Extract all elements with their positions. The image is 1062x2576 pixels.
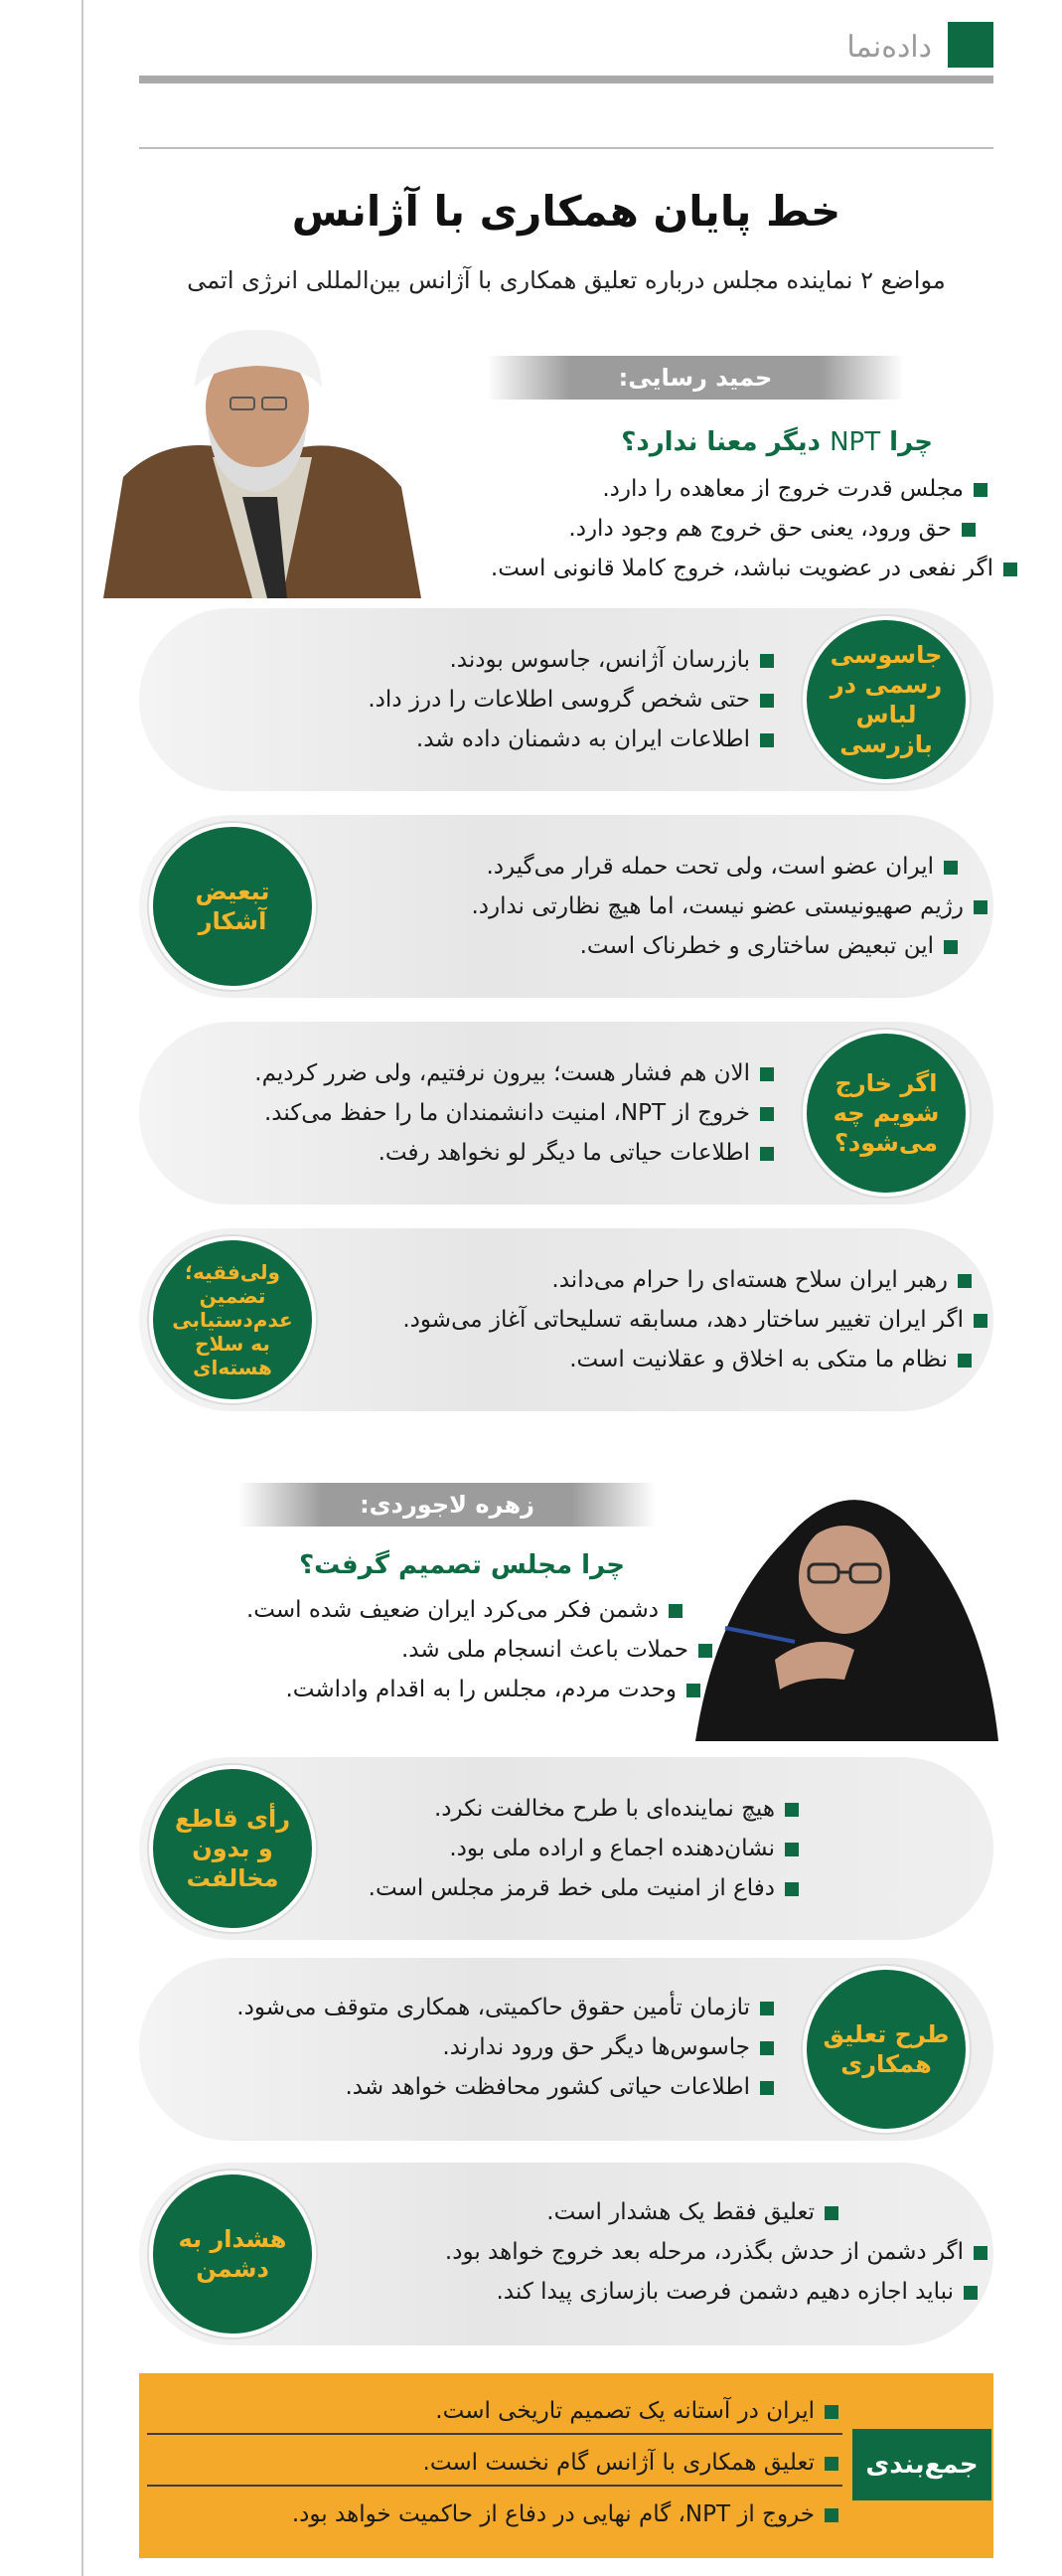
panel-suspension-plan-label: طرح تعلیق همکاری: [803, 1966, 970, 2133]
summary-item: [147, 2491, 842, 2538]
list-item: [491, 469, 987, 509]
panel-warning-bullets: [445, 2192, 987, 2312]
summary-text: خروج از NPT، گام نهایی در دفاع از حاکمیت خواهد بود.: [291, 2501, 815, 2527]
list-item: [246, 1630, 712, 1670]
panel-discrimination-label: تبعیض آشکار: [149, 823, 316, 990]
bullet-square-icon: [825, 2508, 838, 2522]
panel-warning-label: هشدار به دشمن: [149, 2171, 316, 2337]
left-margin-line: [81, 0, 83, 2576]
list-item: [471, 886, 987, 926]
bullet-square-icon: [1003, 563, 1017, 576]
speaker2-bullets: [245, 1590, 688, 1709]
speaker1-bullets: [490, 469, 993, 588]
panel-suspension-plan-bullets: [236, 1988, 774, 2107]
panel-exit-label: اگر خارج شویم چه می‌شود؟: [803, 1030, 970, 1197]
bullet-text: تعلیق فقط یک هشدار است.: [546, 2199, 815, 2225]
bullet-text: حق ورود، یعنی حق خروج هم وجود دارد.: [568, 516, 952, 542]
bullet-text: اطلاعات حیاتی ما دیگر لو نخواهد رفت.: [378, 1140, 750, 1166]
bullet-text: نباید اجازه دهیم دشمن فرصت بازسازی پیدا کند.: [496, 2279, 954, 2305]
panel-guardian-bullets: [402, 1260, 987, 1379]
bullet-square-icon: [964, 2286, 978, 2300]
list-item: [368, 680, 774, 720]
bullet-square-icon: [760, 2081, 774, 2095]
summary-text: تعلیق همکاری با آژانس گام نخست است.: [422, 2450, 815, 2476]
bullet-text: تازمان تأمین حقوق حاکمیتی، همکاری متوقف می‌شود.: [236, 1995, 750, 2020]
bullet-square-icon: [825, 2457, 838, 2471]
brand-name: داده‌نما: [846, 30, 932, 65]
bullet-square-icon: [974, 1314, 987, 1328]
bullet-text: الان هم فشار هست؛ بیرون نرفتیم، ولی ضرر کردیم.: [254, 1060, 750, 1086]
bullet-square-icon: [944, 861, 958, 875]
speaker2-question: چرا مجلس تصمیم گرفت؟: [299, 1550, 625, 1580]
list-item: [369, 1829, 799, 1868]
panel-discrimination-bullets: [471, 847, 987, 966]
bullet-square-icon: [958, 1354, 972, 1368]
bullet-square-icon: [974, 483, 987, 497]
bullet-square-icon: [760, 1067, 774, 1081]
bullet-text: اگر نفعی در عضویت نباشد، خروج کاملا قانونی است.: [490, 556, 993, 581]
bullet-square-icon: [686, 1684, 700, 1697]
bullet-square-icon: [669, 1604, 683, 1618]
panel-vote-bullets: [369, 1789, 987, 1908]
brand-square-icon: [948, 22, 993, 68]
list-item: [254, 1053, 774, 1093]
bullet-text: خروج از NPT، امنیت دانشمندان ما را حفظ می‌کند.: [264, 1100, 750, 1126]
list-item: [246, 1670, 700, 1709]
question-part: دیگر معنا ندارد؟: [621, 427, 822, 457]
bullet-text: اطلاعات ایران به دشمنان داده شد.: [415, 726, 750, 752]
list-item: [236, 1988, 774, 2027]
bullet-text: جاسوس‌ها دیگر حق ورود ندارند.: [442, 2034, 750, 2060]
bullet-text: دشمن فکر می‌کرد ایران ضعیف شده است.: [245, 1597, 659, 1623]
bullet-text: بازرسان آژانس، جاسوس بودند.: [449, 647, 750, 673]
bullet-square-icon: [825, 2405, 838, 2419]
panel-exit-bullets: [254, 1053, 774, 1173]
bullet-square-icon: [760, 1147, 774, 1161]
list-item: [402, 1340, 972, 1379]
bullet-square-icon: [958, 1274, 972, 1288]
bullet-text: رهبر ایران سلاح هسته‌ای را حرام می‌داند.: [551, 1267, 948, 1293]
panel-espionage-bullets: [368, 640, 774, 759]
bullet-square-icon: [962, 523, 976, 537]
list-item: [236, 2027, 774, 2067]
list-item: [471, 847, 958, 886]
bullet-text: اطلاعات حیاتی کشور محافظت خواهد شد.: [345, 2074, 750, 2100]
bullet-square-icon: [698, 1644, 712, 1658]
speaker1-name-bar: حمید رسایی:: [487, 356, 904, 400]
page-title: خط پایان همکاری با آژانس: [291, 187, 841, 236]
list-item: [445, 2192, 838, 2232]
bullet-text: حتی شخص گروسی اطلاعات را درز داد.: [368, 687, 750, 713]
bullet-square-icon: [760, 2041, 774, 2055]
bullet-text: دفاع از امنیت ملی خط قرمز مجلس است.: [368, 1875, 775, 1901]
list-item: [236, 2067, 774, 2107]
bullet-square-icon: [760, 733, 774, 747]
speaker2-portrait: [685, 1461, 1003, 1741]
list-item: [445, 2232, 987, 2272]
bullet-square-icon: [760, 1107, 774, 1121]
list-item: [402, 1260, 972, 1300]
brand-header: [139, 20, 993, 68]
bullet-square-icon: [974, 900, 987, 914]
speaker1-portrait: [103, 328, 421, 598]
list-item: [491, 509, 976, 549]
list-item: [369, 1789, 799, 1829]
bullet-text: هیچ نماینده‌ای با طرح مخالفت نکرد.: [433, 1796, 775, 1822]
divider: [139, 147, 993, 149]
bullet-text: مجلس قدرت خروج از معاهده را دارد.: [602, 476, 964, 502]
bullet-square-icon: [760, 694, 774, 708]
bullet-square-icon: [974, 2246, 987, 2260]
summary-text: ایران در آستانه یک تصمیم تاریخی است.: [435, 2398, 815, 2424]
bullet-text: نظام ما متکی به اخلاق و عقلانیت است.: [569, 1347, 948, 1372]
bullet-square-icon: [825, 2206, 838, 2220]
bullet-text: نشان‌دهنده اجماع و اراده ملی بود.: [449, 1836, 775, 1861]
list-item: [368, 640, 774, 680]
page-subtitle: مواضع ۲ نماینده مجلس درباره تعلیق همکاری با آژانس بین‌المللی انرژی اتمی: [187, 266, 946, 294]
speaker1-question: [621, 427, 933, 457]
list-item: [254, 1133, 774, 1173]
panel-espionage-label: جاسوسی رسمی در لباس بازرسی: [803, 616, 970, 783]
summary-item: [147, 2387, 842, 2435]
list-item: [246, 1590, 683, 1630]
list-item: [254, 1093, 774, 1133]
bullet-square-icon: [760, 2002, 774, 2015]
bullet-text: وحدت مردم، مجلس را به اقدام واداشت.: [285, 1677, 677, 1702]
bullet-square-icon: [944, 940, 958, 954]
summary-box: [139, 2373, 993, 2558]
bullet-text: رژیم صهیونیستی عضو نیست، اما هیچ نظارتی ندارد.: [471, 893, 964, 919]
question-npt: NPT: [830, 427, 881, 457]
list-item: [471, 926, 958, 966]
bullet-text: اگر دشمن از حدش بگذرد، مرحله بعد خروج خواهد بود.: [444, 2239, 964, 2265]
question-part: چرا: [889, 427, 933, 457]
panel-guardian-label: ولی‌فقیه؛ تضمین عدم‌دستیابی به سلاح هسته‌ای: [149, 1236, 316, 1403]
list-item: [368, 720, 774, 759]
bullet-square-icon: [785, 1843, 799, 1856]
bullet-square-icon: [785, 1803, 799, 1817]
bullet-text: اگر ایران تغییر ساختار دهد، مسابقه تسلیحاتی آغاز می‌شود.: [402, 1307, 964, 1333]
bullet-text: ایران عضو است، ولی تحت حمله قرار می‌گیرد.: [486, 854, 934, 880]
bullet-square-icon: [760, 654, 774, 668]
summary-item: [147, 2439, 842, 2487]
speaker2-name-bar: زهره لاجوردی:: [238, 1483, 656, 1527]
panel-vote-label: رأی قاطع و بدون مخالفت: [149, 1765, 316, 1932]
list-item: [445, 2272, 978, 2312]
list-item: [491, 549, 1017, 588]
bullet-text: این تبعیض ساختاری و خطرناک است.: [579, 933, 934, 959]
bullet-square-icon: [785, 1882, 799, 1896]
bullet-text: حملات باعث انسجام ملی شد.: [400, 1637, 688, 1663]
brand-underline: [139, 76, 993, 83]
summary-label: جمع‌بندی: [852, 2429, 991, 2500]
list-item: [402, 1300, 987, 1340]
list-item: [369, 1868, 799, 1908]
